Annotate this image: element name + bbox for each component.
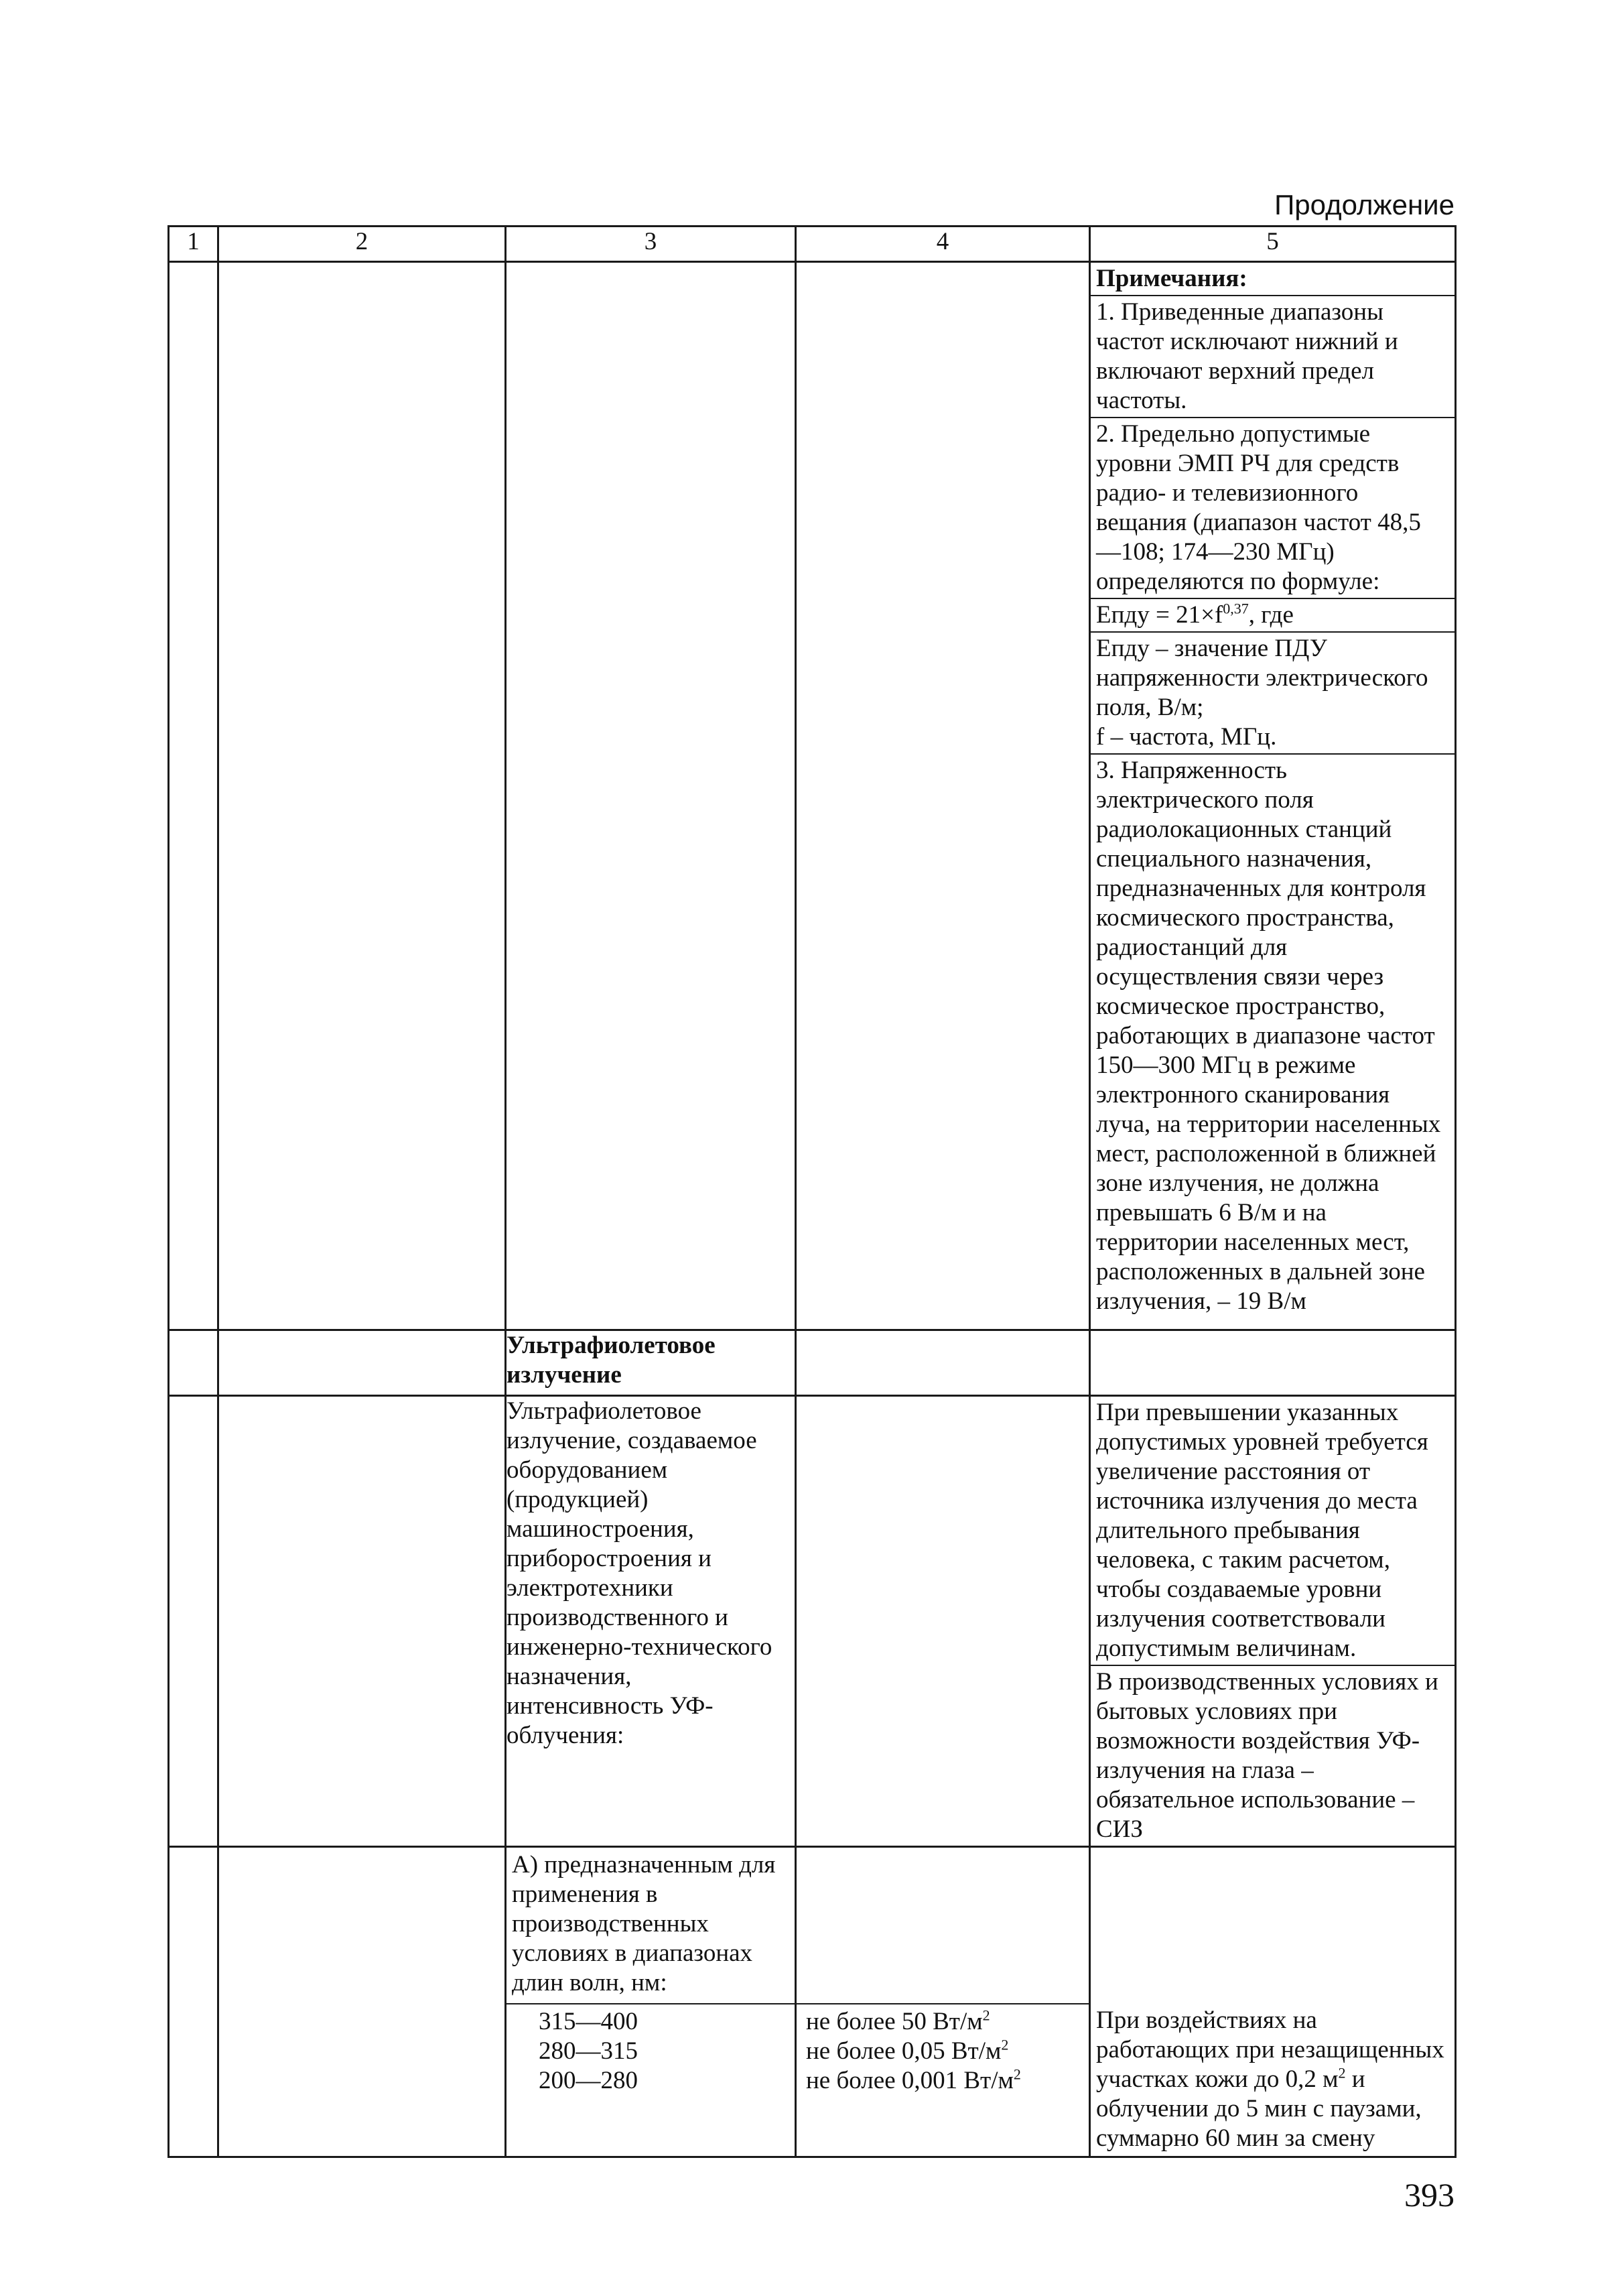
table-row-a xyxy=(169,1847,1456,2157)
header-col-4: 4 xyxy=(796,227,1090,262)
row-a-intro: А) предназначенным для применения в производственных условиях в диапазонах длин волн, нм: xyxy=(506,1848,795,2004)
definitions xyxy=(1091,631,1455,753)
cell-empty xyxy=(218,1396,506,1847)
header-col-2: 2 xyxy=(218,227,506,262)
norm-1-exp: 2 xyxy=(982,2006,990,2024)
header-row xyxy=(169,227,1456,262)
cell-empty xyxy=(796,1396,1090,1847)
row-a-col5 xyxy=(1090,1847,1456,2157)
header-col-3: 3 xyxy=(506,227,796,262)
standards-table xyxy=(167,225,1457,2158)
definition-2: f – частота, МГц. xyxy=(1096,723,1277,751)
note-1: 1. Приведенные диапазоны частот исключают нижний и включают верхний предел частоты. xyxy=(1091,295,1455,417)
norm-2 xyxy=(802,2037,1083,2066)
norm-3-text: не более 0,001 Вт/м xyxy=(806,2067,1014,2094)
row-a-remark xyxy=(1091,2003,1455,2156)
uv-heading: Ультрафиолетовое излучение xyxy=(506,1330,796,1396)
table-row-notes xyxy=(169,262,1456,1330)
note-2-text: 2. Предельно допустимые уровни ЭМП РЧ для средств радио- и телевизионного вещания (диапазон частот 48,5 —108; 174—230 МГц) определяются по формуле: xyxy=(1096,420,1421,595)
notes-cell xyxy=(1090,262,1456,1330)
row-a-col4 xyxy=(796,1847,1090,2157)
row-a-remark-text: При воздействиях на работающих при незащищенных участках кожи до 0,2 м xyxy=(1096,2006,1444,2093)
norm-3-exp: 2 xyxy=(1013,2065,1021,2083)
uv-remarks-cell xyxy=(1090,1396,1456,1847)
cell-empty xyxy=(506,262,796,1330)
cell-empty xyxy=(218,1847,506,2157)
norm-1 xyxy=(802,2007,1083,2037)
norm-values xyxy=(797,2004,1089,2098)
uv-remark-1: При превышении указанных допустимых уровней требуется увеличение расстояния от источника излучения до места длительного пребывания человека, с таким расчетом, чтобы создаваемые уровни излучения соответствовали допустимым величинам. xyxy=(1096,1399,1428,1662)
table-row-uv xyxy=(169,1396,1456,1847)
cell-empty xyxy=(796,262,1090,1330)
table-row-uv-heading xyxy=(169,1330,1456,1396)
range-2: 280—315 xyxy=(539,2037,638,2065)
cell-empty xyxy=(218,262,506,1330)
header-col-5: 5 xyxy=(1090,227,1456,262)
notes-title: Примечания: xyxy=(1096,265,1247,292)
norm-1-text: не более 50 Вт/м xyxy=(806,2008,983,2035)
cell-empty xyxy=(169,1847,218,2157)
formula xyxy=(1091,598,1455,631)
norm-2-exp: 2 xyxy=(1001,2036,1009,2053)
formula-base: Епду = 21×f xyxy=(1096,601,1223,629)
note-2 xyxy=(1091,417,1455,598)
uv-remark-2: В производственных условиях и бытовых условиях при возможности воздействия УФ-излучения на глаза – обязательное использование – СИЗ xyxy=(1091,1665,1455,1846)
row-a-remark-exp: 2 xyxy=(1338,2064,1346,2082)
wavelength-ranges xyxy=(506,2004,795,2098)
formula-tail: , где xyxy=(1248,601,1294,629)
cell-empty xyxy=(796,1330,1090,1396)
header-col-1: 1 xyxy=(169,227,218,262)
range-1: 315—400 xyxy=(539,2008,638,2035)
norm-3 xyxy=(802,2066,1083,2096)
continuation-label: Продолжение xyxy=(1274,189,1455,220)
cell-empty xyxy=(169,262,218,1330)
row-a-col3 xyxy=(506,1847,796,2157)
cell-empty xyxy=(169,1330,218,1396)
definition-1: Епду – значение ПДУ напряженности электрического поля, В/м; xyxy=(1096,635,1428,721)
note-3: 3. Напряженность электрического поля радиолокационных станций специального назначения, предназначенных для контроля космического пространства, радиостанций для осуществления связи через космическое пространство, работающих в диапазоне частот 150—300 МГц в режиме электронного сканирования луча, на территории населенных мест, расположенной в ближней зоне излучения, не должна превышать 6 В/м и на территории населенных мест, расположенных в дальней зоне излучения, – 19 В/м xyxy=(1091,753,1455,1318)
cell-empty xyxy=(1091,1848,1455,2003)
cell-empty xyxy=(218,1330,506,1396)
range-3: 200—280 xyxy=(539,2067,638,2094)
cell-empty xyxy=(1090,1330,1456,1396)
page-number: 393 xyxy=(1404,2176,1455,2214)
norm-2-text: не более 0,05 Вт/м xyxy=(806,2037,1002,2065)
cell-empty xyxy=(169,1396,218,1847)
formula-exponent: 0,37 xyxy=(1223,600,1249,617)
row-a-remark-tail: и облучении до 5 мин с паузами, суммарно 60 мин за смену xyxy=(1096,2065,1422,2152)
uv-description: Ультрафиолетовое излучение, создаваемое оборудованием (продукцией) машиностроения, приборостроения и электротехники производственного и инженерно-технического назначения, интенсивность УФ-облучения: xyxy=(506,1396,796,1847)
cell-empty xyxy=(797,1848,1089,2004)
